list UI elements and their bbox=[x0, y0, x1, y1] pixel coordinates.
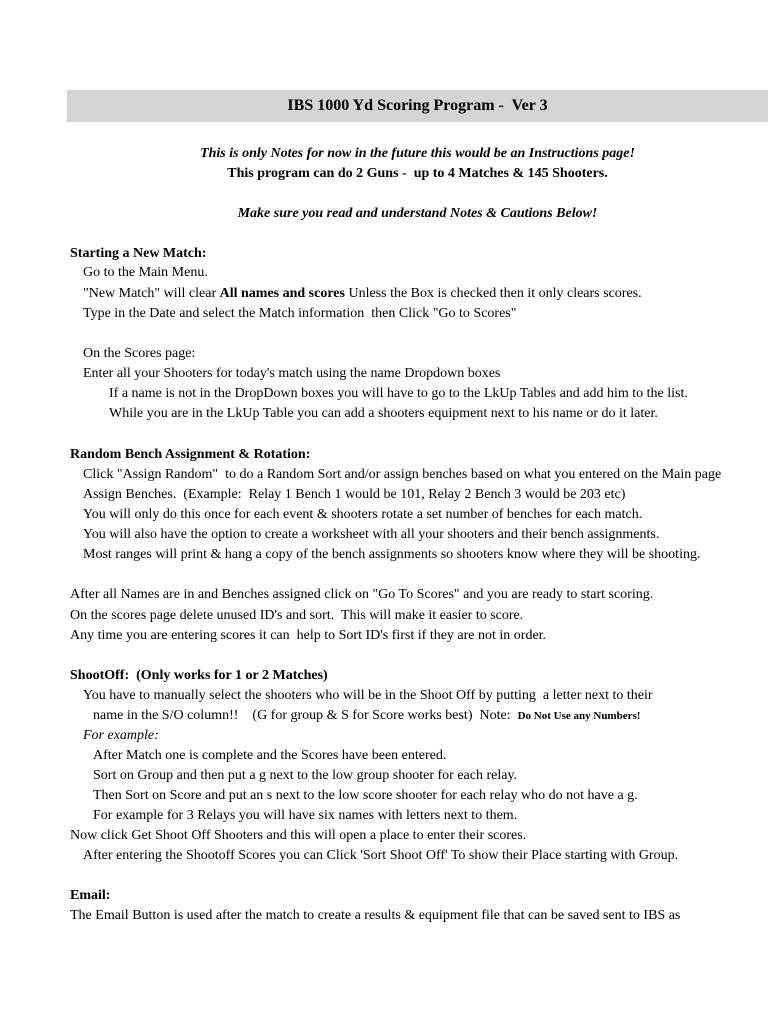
shootoff-line-8: After entering the Shootoff Scores you can Click 'Sort Shoot Off' To show their Place starting with Group. bbox=[83, 848, 679, 863]
random-line-3: You will only do this once for each event & shooters rotate a set number of benches for each match. bbox=[83, 507, 643, 522]
shootoff-example-label: For example: bbox=[83, 728, 159, 743]
random-line-1: Click "Assign Random" to do a Random Sort and/or assign benches based on what you entered on the Main page bbox=[83, 467, 722, 482]
email-heading: Email: bbox=[70, 888, 111, 903]
starting-line-2 bbox=[83, 286, 642, 302]
starting-line-2-c: Unless the Box is checked then it only clears scores. bbox=[344, 286, 642, 301]
shootoff-line-4: Sort on Group and then put a g next to the low group shooter for each relay. bbox=[93, 768, 518, 783]
page-title: IBS 1000 Yd Scoring Program - Ver 3 bbox=[287, 97, 548, 114]
intro-capacity-line: This program can do 2 Guns - up to 4 Matches & 145 Shooters. bbox=[227, 166, 608, 181]
shootoff-line-5: Then Sort on Score and put an s next to the low score shooter for each relay who do not have a g. bbox=[93, 788, 638, 803]
random-line-2: Assign Benches. (Example: Relay 1 Bench 1 would be 101, Relay 2 Bench 3 would be 203 etc) bbox=[83, 487, 626, 502]
shootoff-line-1: You have to manually select the shooters who will be in the Shoot Off by putting a letter next to their bbox=[83, 688, 653, 703]
intro-notes-line: This is only Notes for now in the future this would be an Instructions page! bbox=[200, 146, 635, 161]
random-line-4: You will also have the option to create a worksheet with all your shooters and their bench assignments. bbox=[83, 527, 660, 542]
intro-caution-line: Make sure you read and understand Notes & Cautions Below! bbox=[237, 206, 598, 221]
shootoff-note-bold: Do Not Use any Numbers! bbox=[517, 710, 641, 722]
random-line-5: Most ranges will print & hang a copy of the bench assignments so shooters know where they will be shooting. bbox=[83, 547, 701, 562]
shootoff-line-6: For example for 3 Relays you will have six names with letters next to them. bbox=[93, 808, 518, 823]
starting-line-3: Type in the Date and select the Match information then Click "Go to Scores" bbox=[83, 306, 517, 321]
random-heading: Random Bench Assignment & Rotation: bbox=[70, 447, 311, 462]
shootoff-line-2-a: name in the S/O column!! (G for group & S for Score works best) Note: bbox=[93, 708, 518, 723]
starting-line-6: If a name is not in the DropDown boxes you will have to go to the LkUp Tables and add him to the list. bbox=[109, 386, 688, 401]
starting-heading: Starting a New Match: bbox=[70, 246, 207, 261]
starting-line-1: Go to the Main Menu. bbox=[83, 265, 208, 280]
shootoff-line-3: After Match one is complete and the Scores have been entered. bbox=[93, 748, 447, 763]
shootoff-line-2 bbox=[93, 708, 640, 724]
title-bar bbox=[67, 90, 768, 122]
after-line-2: On the scores page delete unused ID's and sort. This will make it easier to score. bbox=[70, 608, 524, 623]
starting-line-5: Enter all your Shooters for today's match using the name Dropdown boxes bbox=[83, 366, 501, 381]
after-line-3: Any time you are entering scores it can help to Sort ID's first if they are not in order. bbox=[70, 628, 547, 643]
starting-line-7: While you are in the LkUp Table you can add a shooters equipment next to his name or do it later. bbox=[109, 406, 658, 421]
email-line-1: The Email Button is used after the match to create a results & equipment file that can be saved sent to IBS as bbox=[70, 908, 681, 923]
shootoff-heading: ShootOff: (Only works for 1 or 2 Matches) bbox=[70, 668, 328, 683]
shootoff-line-7: Now click Get Shoot Off Shooters and this will open a place to enter their scores. bbox=[70, 828, 527, 843]
starting-line-2-a: "New Match" will clear bbox=[83, 286, 220, 301]
starting-line-2-bold: All names and scores bbox=[219, 286, 345, 301]
starting-line-4: On the Scores page: bbox=[83, 346, 196, 361]
after-line-1: After all Names are in and Benches assigned click on "Go To Scores" and you are ready to start scoring. bbox=[70, 587, 654, 602]
